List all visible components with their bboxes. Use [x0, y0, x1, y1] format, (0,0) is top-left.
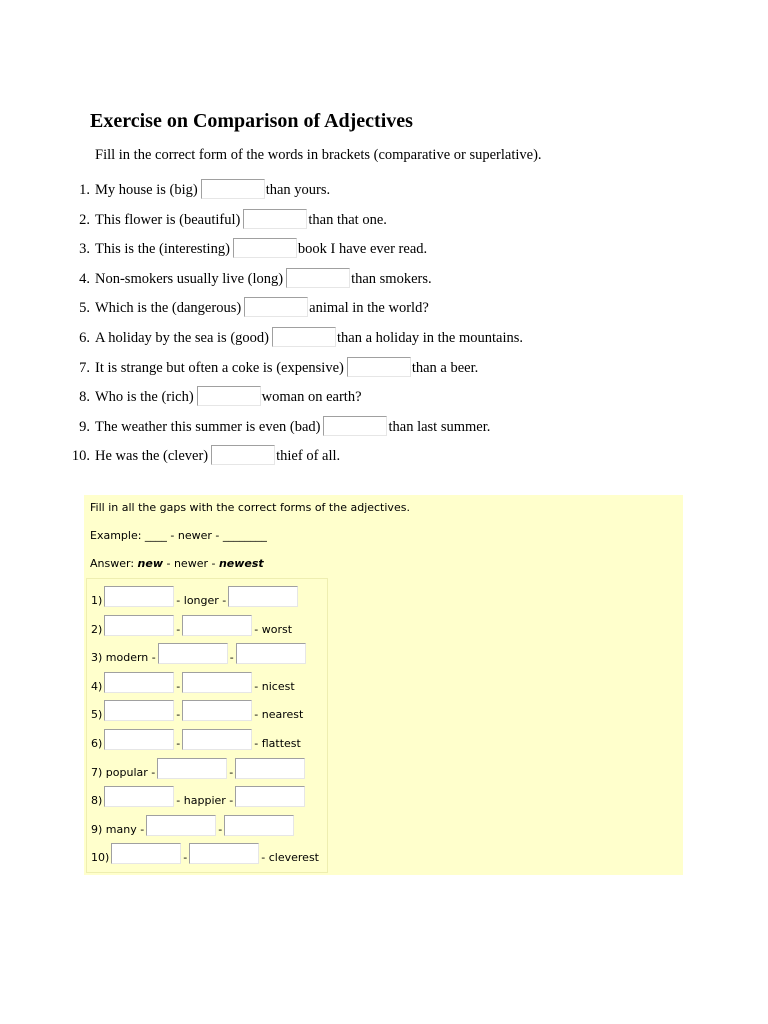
row-suffix: - nearest [254, 708, 304, 722]
exercise-2-row [91, 638, 308, 666]
answer-input[interactable] [272, 327, 336, 347]
item-sentence [95, 416, 490, 436]
form-input[interactable] [236, 643, 306, 664]
item-sentence [95, 327, 523, 347]
sentence-after: than smokers. [351, 271, 432, 287]
form-input[interactable] [104, 672, 174, 693]
row-prefix: 5) [91, 708, 103, 722]
form-input[interactable] [146, 815, 216, 836]
exercise-1-row [0, 325, 768, 349]
sentence-after: animal in the world? [309, 300, 429, 316]
form-input[interactable] [111, 843, 181, 864]
row-middle: - [218, 822, 223, 836]
answer-input[interactable] [201, 179, 265, 199]
item-sentence [95, 268, 432, 288]
row-prefix: 8) [91, 794, 103, 808]
row-prefix: 10) [91, 851, 110, 865]
form-input[interactable] [224, 815, 294, 836]
item-number: 4. [79, 271, 90, 287]
exercise-1-row [0, 384, 768, 408]
form-input[interactable] [182, 615, 252, 636]
exercise-1-row [0, 266, 768, 290]
form-input[interactable] [182, 729, 252, 750]
row-prefix: 7) popular - [91, 765, 156, 779]
answer-input[interactable] [347, 357, 411, 377]
form-input[interactable] [189, 843, 259, 864]
answer-input[interactable] [197, 386, 261, 406]
sentence-before: Non-smokers usually live (long) [95, 271, 284, 287]
sentence-before: It is strange but often a coke is (expensive) [95, 360, 344, 376]
form-input[interactable] [235, 786, 305, 807]
exercise-2-grid [86, 578, 328, 873]
item-sentence [95, 209, 387, 229]
form-input[interactable] [104, 700, 174, 721]
exercise-2-row [91, 810, 296, 838]
exercise-2-row [91, 695, 303, 723]
answer-word-3: newest [218, 557, 264, 570]
answer-input[interactable] [211, 445, 275, 465]
exercise-2-row [91, 667, 295, 695]
item-sentence [95, 179, 330, 199]
exercise-2-instruction: Fill in all the gaps with the correct forms of the adjectives. [90, 501, 410, 514]
item-number: 8. [79, 389, 90, 405]
row-prefix: 9) many - [91, 822, 145, 836]
item-number: 3. [79, 241, 90, 257]
item-sentence [95, 357, 478, 377]
answer-input[interactable] [244, 297, 308, 317]
exercise-1-row [0, 177, 768, 201]
row-prefix: 6) [91, 737, 103, 750]
row-middle: - [176, 679, 181, 693]
exercise-1-row [0, 295, 768, 319]
sentence-after: than a beer. [411, 360, 479, 376]
row-suffix: - flattest [254, 737, 301, 750]
exercise-1-row [0, 355, 768, 379]
row-middle: - [183, 851, 188, 865]
sentence-after: book I have ever read. [297, 241, 428, 257]
exercise-1-row [0, 414, 768, 438]
answer-input[interactable] [233, 238, 297, 258]
item-sentence [95, 297, 429, 317]
row-middle: - [176, 622, 181, 636]
answer-input[interactable] [323, 416, 387, 436]
answer-word-1: new [137, 557, 163, 570]
form-input[interactable] [104, 586, 174, 607]
sentence-after: than that one. [308, 212, 387, 228]
form-input[interactable] [228, 586, 298, 607]
form-input[interactable] [104, 729, 174, 750]
sentence-after: than last summer. [388, 419, 491, 435]
row-prefix: 4) [91, 679, 103, 693]
sentence-before: Which is the (dangerous) [95, 300, 242, 316]
row-middle: - [229, 651, 234, 665]
exercise-2-row [91, 581, 300, 609]
row-suffix: - worst [254, 622, 293, 636]
sentence-after: thief of all. [276, 448, 341, 464]
exercise-1-row [0, 443, 768, 467]
exercise-1-row [0, 207, 768, 231]
item-number: 2. [79, 212, 90, 228]
form-input[interactable] [182, 672, 252, 693]
row-suffix: - cleverest [261, 851, 319, 865]
row-prefix: 3) modern - [91, 651, 156, 665]
form-input[interactable] [182, 700, 252, 721]
sentence-before: Who is the (rich) [95, 389, 194, 405]
item-sentence [95, 445, 340, 465]
sentence-after: than yours. [265, 182, 331, 198]
item-number: 1. [79, 182, 90, 198]
item-number: 6. [79, 330, 90, 346]
answer-line: Answer: new - newer - newest [90, 557, 264, 570]
row-middle: - happier - [176, 794, 234, 808]
item-sentence [95, 386, 362, 406]
sentence-before: He was the (clever) [95, 448, 209, 464]
exercise-2-panel [84, 495, 683, 875]
page-title: Exercise on Comparison of Adjectives [90, 110, 413, 132]
exercise-2-row [91, 838, 319, 866]
row-suffix: - nicest [254, 679, 295, 693]
row-prefix: 1) [91, 594, 103, 607]
row-middle: - [229, 765, 234, 779]
instruction-text: Fill in the correct form of the words in brackets (comparative or superlative). [95, 147, 542, 163]
exercise-1-row [0, 236, 768, 260]
exercise-2-row [91, 724, 301, 752]
exercise-2-row [91, 781, 307, 809]
exercise-2-row [91, 753, 307, 781]
row-middle: - longer - [176, 594, 227, 607]
exercise-2-row [91, 610, 292, 638]
example-line: Example: ____ - newer - ________ [90, 529, 267, 542]
row-middle: - [176, 737, 181, 750]
item-number: 10. [71, 448, 90, 464]
sentence-before: My house is (big) [95, 182, 198, 198]
answer-input[interactable] [286, 268, 350, 288]
form-input[interactable] [104, 786, 174, 807]
form-input[interactable] [104, 615, 174, 636]
sentence-after: woman on earth? [261, 389, 362, 405]
sentence-before: This flower is (beautiful) [95, 212, 241, 228]
row-middle: - [176, 708, 181, 722]
sentence-before: A holiday by the sea is (good) [95, 330, 269, 346]
form-input[interactable] [158, 643, 228, 664]
item-number: 7. [79, 360, 90, 376]
form-input[interactable] [235, 758, 305, 779]
sentence-before: This is the (interesting) [95, 241, 230, 257]
item-number: 5. [79, 300, 90, 316]
answer-input[interactable] [243, 209, 307, 229]
sentence-before: The weather this summer is even (bad) [95, 419, 321, 435]
sentence-after: than a holiday in the mountains. [336, 330, 524, 346]
item-sentence [95, 238, 427, 258]
form-input[interactable] [157, 758, 227, 779]
item-number: 9. [79, 419, 90, 435]
row-prefix: 2) [91, 622, 103, 636]
